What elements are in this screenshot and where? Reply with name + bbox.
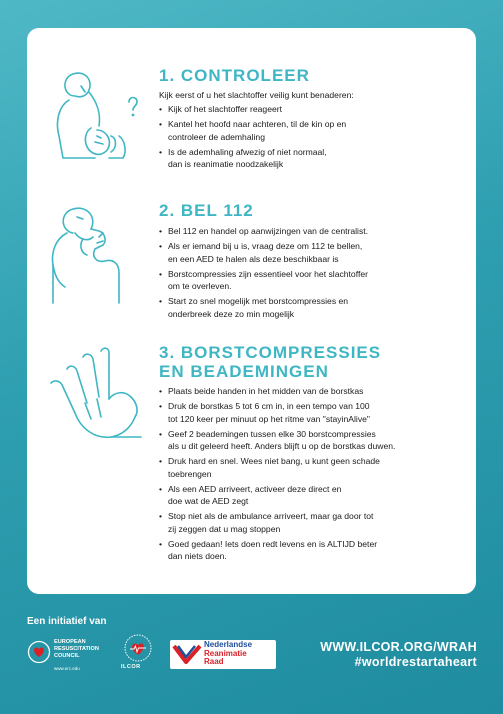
initiative-label: Een initiatief van — [27, 616, 107, 627]
nrr-line-1: Nederlandse — [204, 640, 253, 649]
list-item: • Druk de borstkas 5 tot 6 cm in, in een tempo van 100 tot 120 keer per minuut op het ritme van "stayinAlive" — [159, 400, 469, 425]
section-title: 3. BORSTCOMPRESSIES EN BEADEMINGEN — [159, 343, 382, 381]
list-item: • Kantel het hoofd naar achteren, til de kin op en controleer de ademhaling — [159, 118, 469, 143]
ilcor-label: ILCOR — [121, 664, 141, 670]
list-item: • Als er iemand bij u is, vraag deze om 112 te bellen, en een AED te halen als deze beschikbaar is — [159, 240, 469, 265]
instruction-list — [159, 225, 469, 320]
nrr-emblem-icon — [172, 642, 202, 668]
person-checking-icon — [45, 66, 145, 176]
erc-logo[interactable] — [27, 636, 115, 676]
section-title: 1. CONTROLEER — [159, 66, 310, 85]
nrr-logo[interactable] — [170, 640, 276, 669]
hashtag: #worldrestartaheart — [354, 655, 477, 669]
erc-url: www.erc.edu — [54, 666, 80, 671]
list-item: • Als een AED arriveert, activeer deze direct en doe wat de AED zegt — [159, 483, 469, 508]
person-calling-icon — [45, 203, 145, 313]
instruction-card — [27, 28, 476, 594]
ilcor-emblem-icon — [123, 633, 153, 663]
ilcor-logo[interactable] — [119, 633, 157, 673]
nrr-line-2: Reanimatie — [204, 648, 247, 658]
list-item: • Start zo snel mogelijk met borstcompressies en onderbreek deze zo min mogelijk — [159, 295, 469, 320]
instruction-list — [159, 103, 469, 171]
nrr-line-3: Raad — [204, 657, 224, 667]
heart-lungs-icon — [27, 640, 51, 664]
list-item: • Stop niet als de ambulance arriveert, maar ga door tot zij zeggen dat u mag stoppen — [159, 510, 469, 535]
list-item: • Plaats beide handen in het midden van de borstkas — [159, 385, 469, 398]
list-item: • Druk hard en snel. Wees niet bang, u kunt geen schade toebrengen — [159, 455, 469, 480]
section-intro: Kijk eerst of u het slachtoffer veilig kunt benaderen: — [159, 90, 354, 100]
list-item: • Geef 2 beademingen tussen elke 30 borstcompressies als u dit geleerd heeft. Anders blijft u op de borstkas duwen. — [159, 428, 469, 453]
erc-name: EUROPEAN RESUSCITATION COUNCIL — [54, 639, 99, 659]
nrr-name — [204, 641, 252, 667]
instruction-list — [159, 385, 469, 563]
list-item: • Kijk of het slachtoffer reageert — [159, 103, 469, 116]
list-item: • Borstcompressies zijn essentieel voor het slachtoffer om te overleven. — [159, 268, 469, 293]
list-item: • Is de ademhaling afwezig of niet normaal, dan is reanimatie noodzakelijk — [159, 146, 469, 171]
hands-compression-icon — [45, 343, 145, 453]
website-link[interactable]: WWW.ILCOR.ORG/WRAH — [320, 640, 477, 654]
list-item: • Bel 112 en handel op aanwijzingen van de centralist. — [159, 225, 469, 238]
list-item: • Goed gedaan! Iets doen redt levens en is ALTIJD beter dan niets doen. — [159, 538, 469, 563]
section-title: 2. BEL 112 — [159, 201, 254, 220]
footer — [27, 616, 477, 696]
